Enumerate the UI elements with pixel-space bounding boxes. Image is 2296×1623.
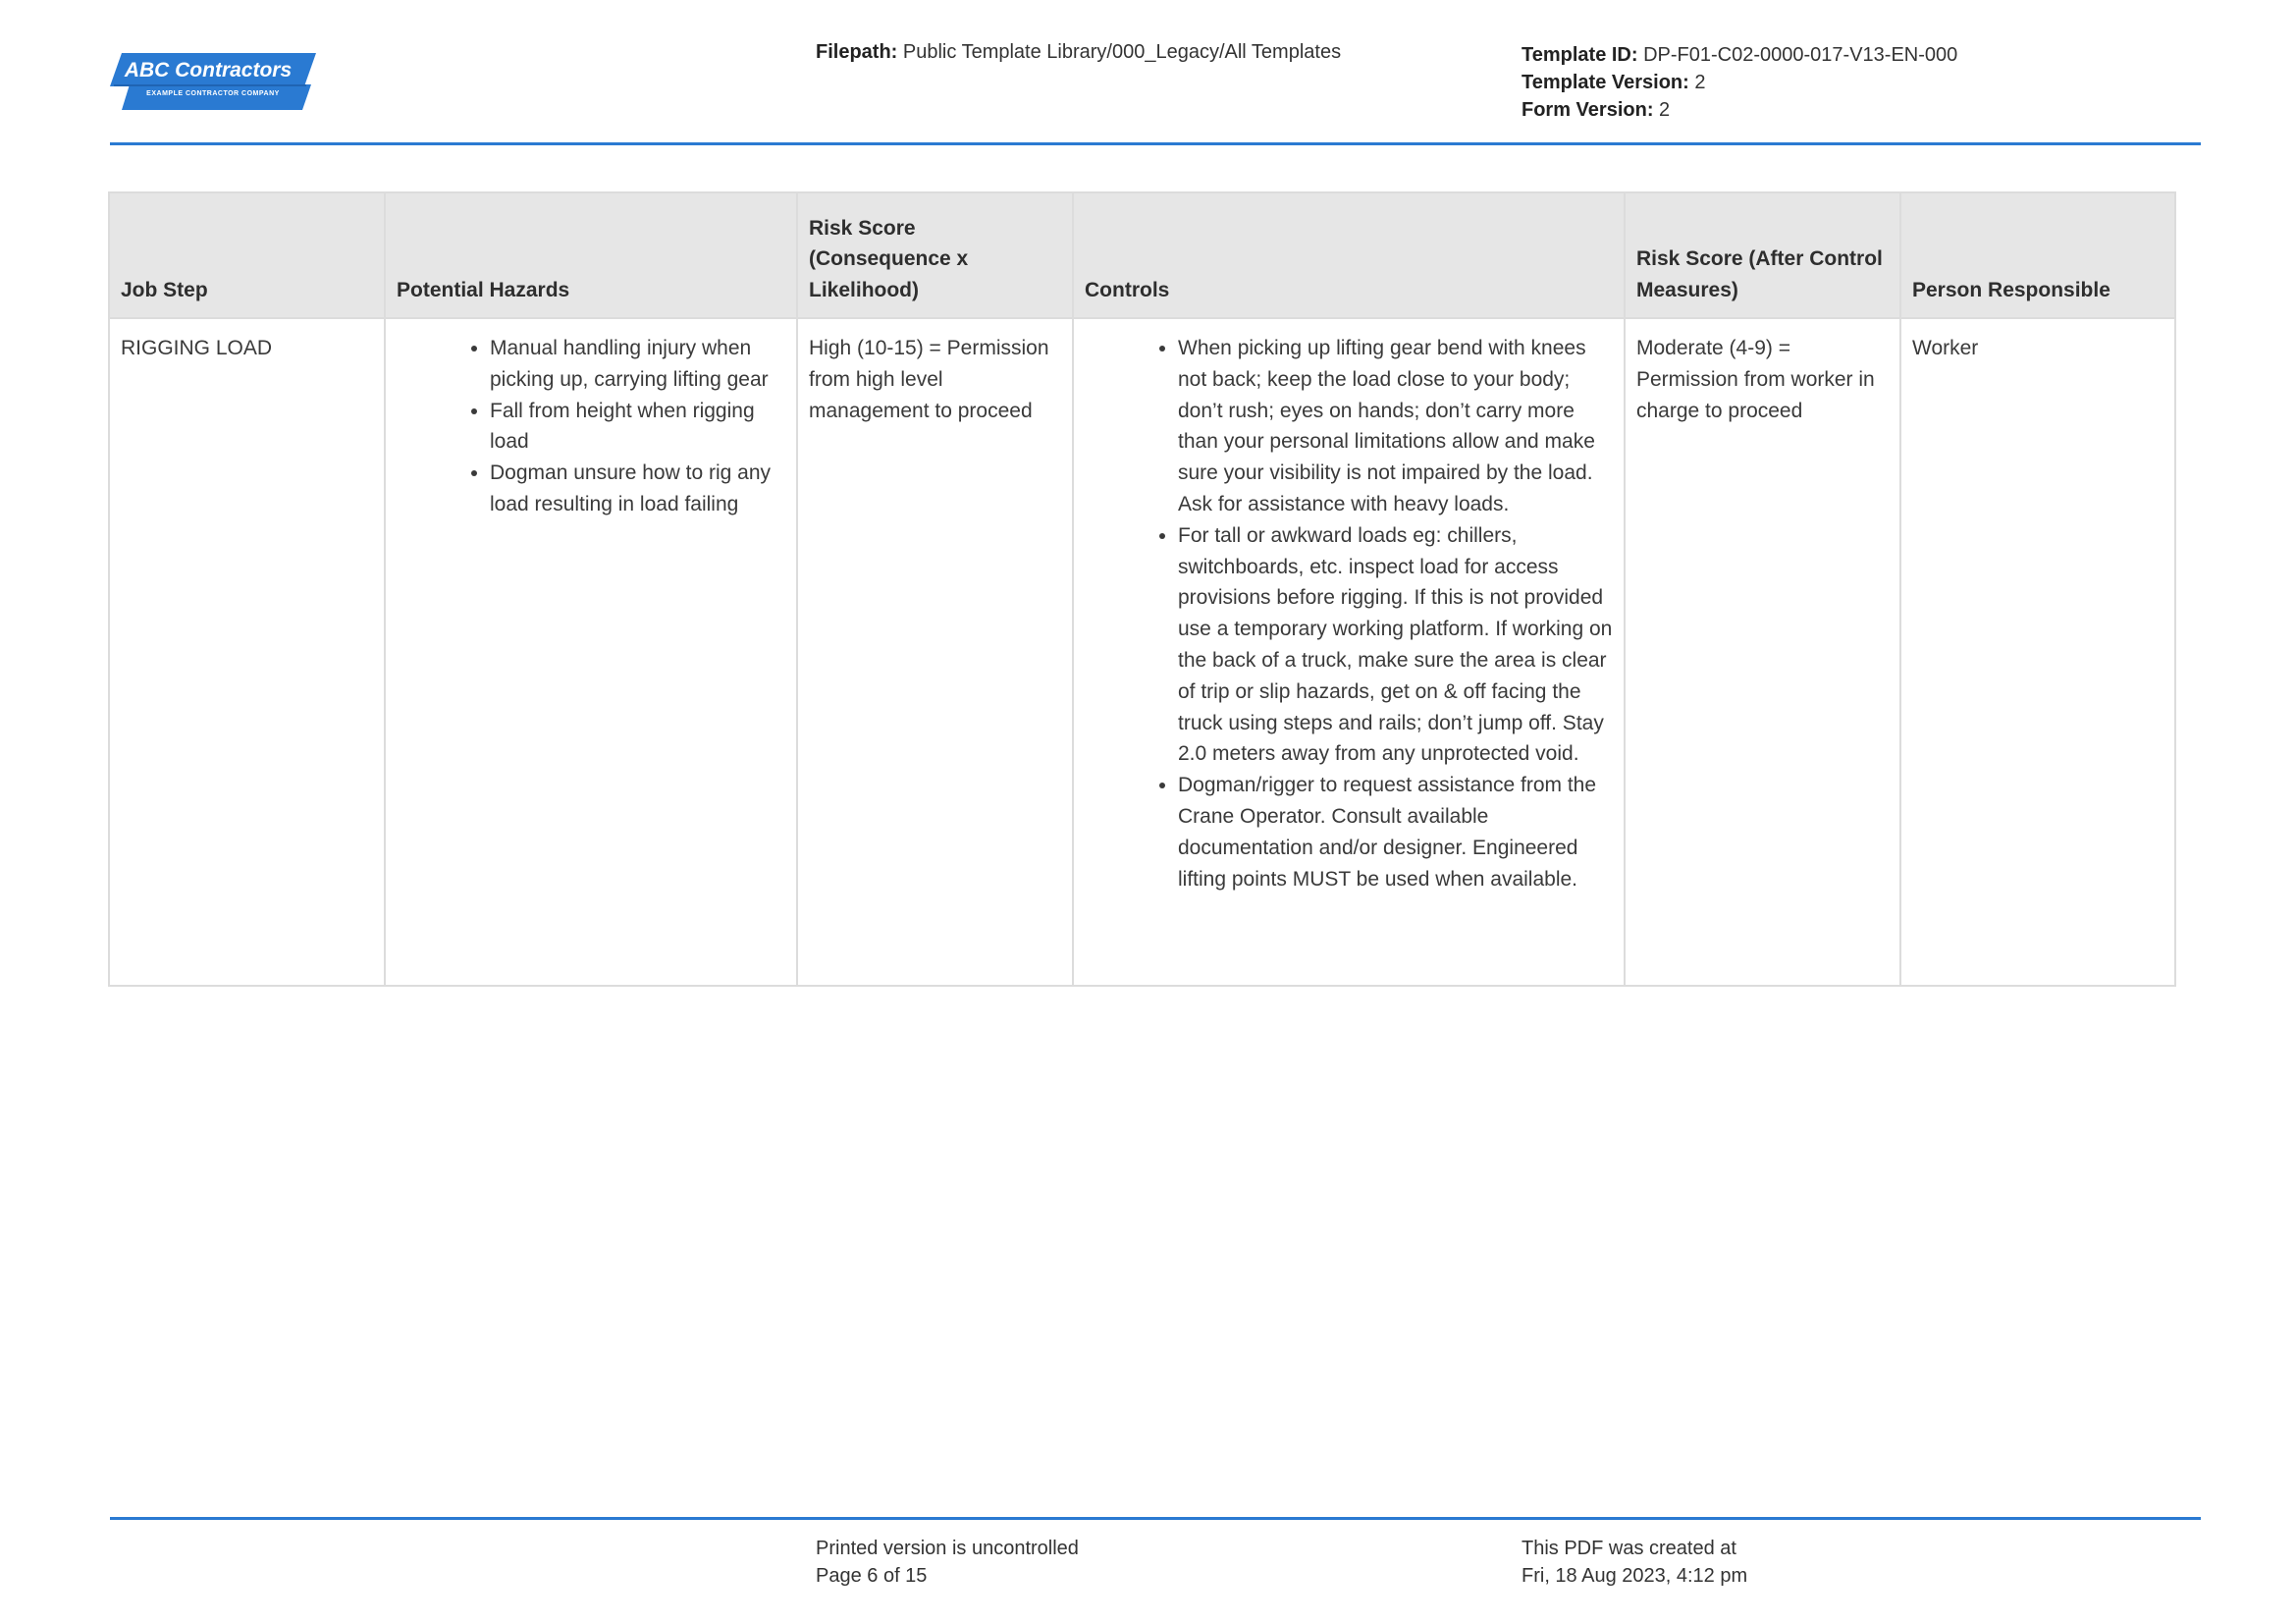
job-safety-table <box>108 191 2176 987</box>
form-version <box>1522 96 1957 124</box>
logo-subtitle: EXAMPLE CONTRACTOR COMPANY <box>146 90 280 97</box>
template-version-label: Template Version: <box>1522 72 1689 93</box>
footer-print-info <box>816 1535 1079 1590</box>
hazard-item: • Fall from height when rigging load <box>490 396 785 459</box>
cell-hazards <box>385 318 797 986</box>
col-header-risk-after: Risk Score (After Control Measures) <box>1625 192 1900 318</box>
table-header-row <box>109 192 2175 318</box>
footer-divider <box>110 1517 2201 1520</box>
cell-risk-score: High (10-15) = Permission from high level management to proceed <box>797 318 1073 986</box>
template-id-value: DP-F01-C02-0000-017-V13-EN-000 <box>1643 44 1958 66</box>
filepath-value: Public Template Library/000_Legacy/All Templates <box>902 41 1342 63</box>
logo-title: ABC Contractors <box>124 59 293 81</box>
header-divider <box>110 142 2201 145</box>
cell-job-step: RIGGING LOAD <box>109 318 385 986</box>
table-row <box>109 318 2175 986</box>
hazard-item: • Manual handling injury when picking up, carrying lifting gear <box>490 333 785 396</box>
form-version-label: Form Version: <box>1522 99 1654 121</box>
hazard-item: • Dogman unsure how to rig any load resulting in load failing <box>490 458 785 520</box>
filepath-label: Filepath: <box>816 41 898 63</box>
control-item: • Dogman/rigger to request assistance from the Crane Operator. Consult available documentation and/or designer. Engineered lifting points MUST be used when available. <box>1178 770 1613 894</box>
hazards-list <box>397 333 785 520</box>
template-id <box>1522 41 1957 69</box>
created-timestamp: Fri, 18 Aug 2023, 4:12 pm <box>1522 1565 1748 1587</box>
col-header-controls: Controls <box>1073 192 1625 318</box>
control-item: • For tall or awkward loads eg: chillers, switchboards, etc. inspect load for access provisions before rigging. If this is not provided use a temporary working platform. If working on the back of a truck, make sure the area is clear of trip or slip hazards, get on & off facing the truck using steps and rails; don’t jump off. Stay 2.0 meters away from any unprotected void. <box>1178 520 1613 770</box>
col-header-person-responsible: Person Responsible <box>1900 192 2175 318</box>
cell-risk-after: Moderate (4-9) = Permission from worker in charge to proceed <box>1625 318 1900 986</box>
col-header-job-step: Job Step <box>109 192 385 318</box>
col-header-risk-score: Risk Score (Consequence x Likelihood) <box>797 192 1073 318</box>
cell-person-responsible: Worker <box>1900 318 2175 986</box>
template-version-value: 2 <box>1694 72 1706 93</box>
footer-created-info <box>1522 1535 1747 1590</box>
template-id-label: Template ID: <box>1522 44 1638 66</box>
page-number: Page 6 of 15 <box>816 1565 928 1587</box>
created-label: This PDF was created at <box>1522 1538 1736 1559</box>
cell-controls <box>1073 318 1625 986</box>
template-version <box>1522 69 1957 96</box>
col-header-potential-hazards: Potential Hazards <box>385 192 797 318</box>
uncontrolled-notice: Printed version is uncontrolled <box>816 1538 1079 1559</box>
control-item: • When picking up lifting gear bend with knees not back; keep the load close to your body; don’t rush; eyes on hands; don’t carry more than your personal limitations allow and make sure your visibility is not impaired by the load. Ask for assistance with heavy loads. <box>1178 333 1613 520</box>
company-logo <box>110 53 316 112</box>
filepath <box>816 41 1341 64</box>
template-meta <box>1522 41 1957 124</box>
controls-list <box>1085 333 1613 894</box>
form-version-value: 2 <box>1659 99 1671 121</box>
